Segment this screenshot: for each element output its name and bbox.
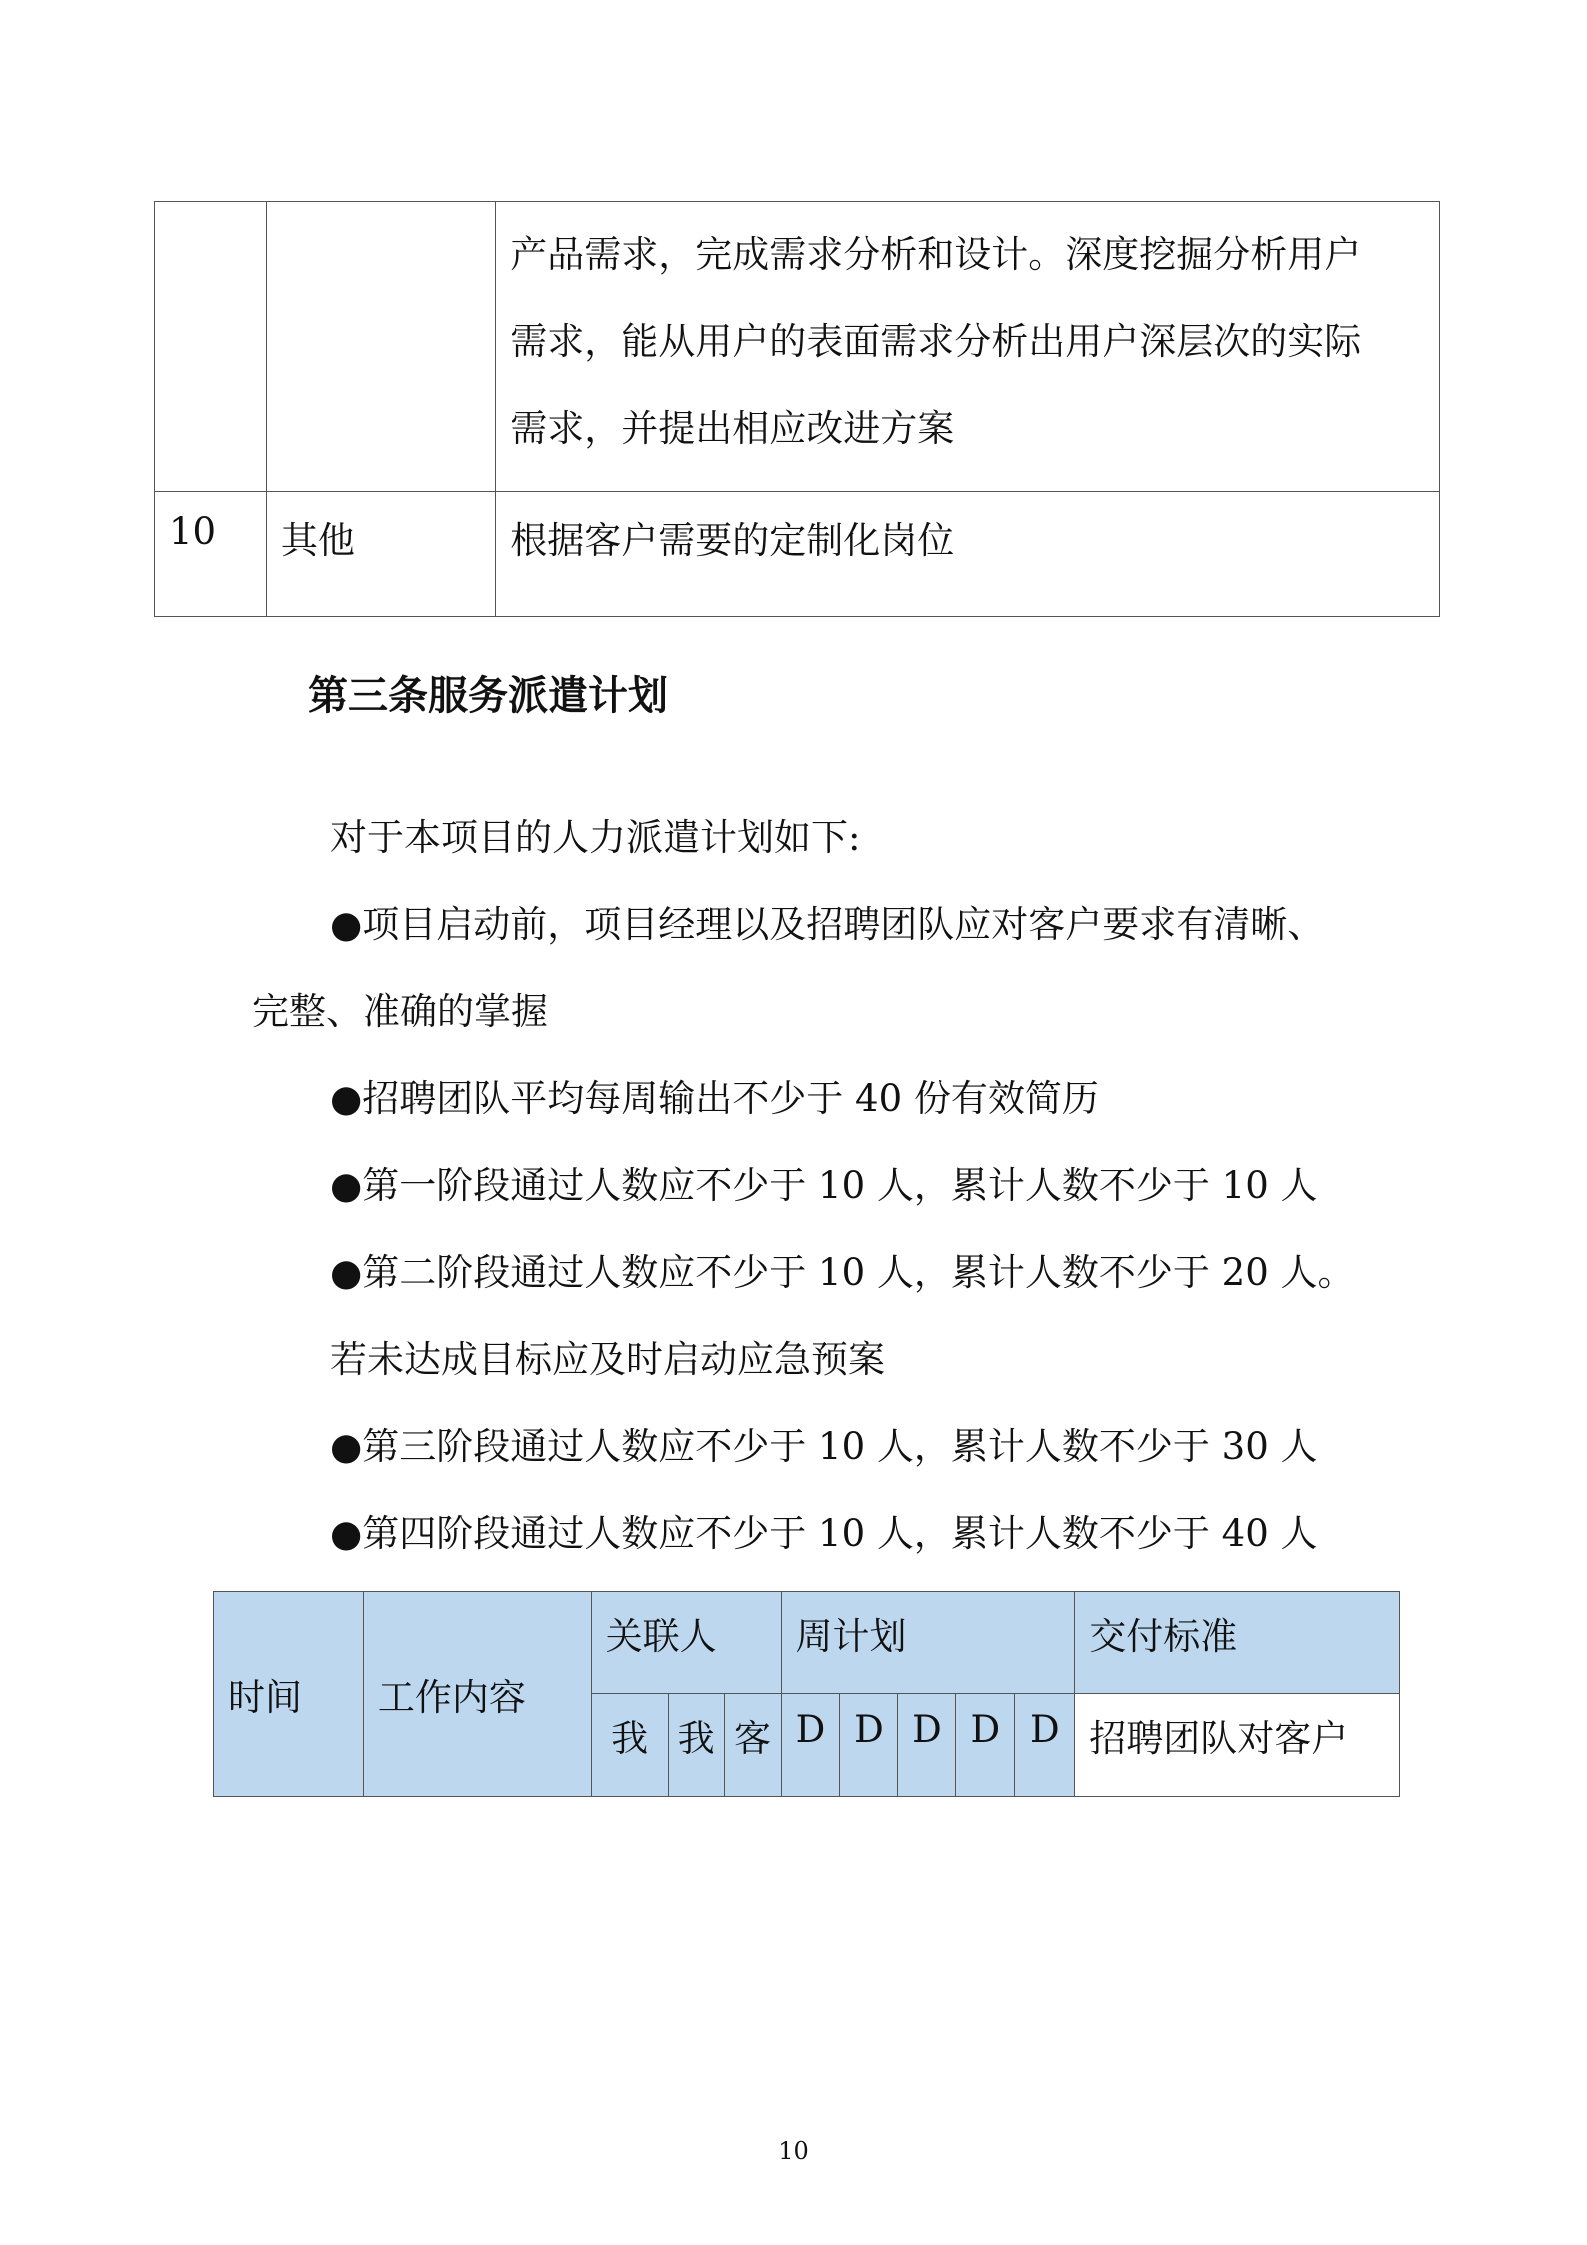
description-line: 需求，并提出相应改进方案 (510, 407, 955, 450)
position-table (154, 201, 1440, 617)
row-number-cell (155, 202, 267, 492)
header-time: 时间 (214, 1592, 364, 1797)
schedule-table (213, 1591, 1400, 1797)
description-line: 需求，能从用户的表面需求分析出用户深层次的实际 (510, 320, 1362, 363)
day-cell: D (840, 1694, 898, 1797)
intro-paragraph: 对于本项目的人力派遣计划如下: (330, 816, 861, 859)
section-heading: 第三条服务派遣计划 (308, 672, 668, 719)
bullet-item-continuation: 若未达成目标应及时启动应急预案 (330, 1338, 885, 1381)
bullet-item: ●第四阶段通过人数应不少于 10 人，累计人数不少于 40 人 (330, 1512, 1318, 1555)
row-number-cell: 10 (155, 492, 267, 617)
header-weekly-plan: 周计划 (781, 1592, 1075, 1694)
bullet-item-continuation: 完整、准确的掌握 (252, 990, 548, 1033)
bullet-item: ●项目启动前，项目经理以及招聘团队应对客户要求有清晰、 (330, 903, 1325, 946)
day-cell: D (781, 1694, 840, 1797)
day-cell: D (956, 1694, 1015, 1797)
position-cell (266, 202, 495, 492)
table-row (155, 202, 1440, 492)
page-number: 10 (778, 2137, 809, 2165)
related-person-cell: 我 (591, 1694, 668, 1797)
position-cell: 其他 (266, 492, 495, 617)
related-person-cell: 我 (668, 1694, 724, 1797)
description-line: 产品需求，完成需求分析和设计。深度挖掘分析用户 (510, 233, 1362, 276)
description-cell: 根据客户需要的定制化岗位 (496, 492, 1440, 617)
day-cell: D (1015, 1694, 1075, 1797)
table-row (155, 492, 1440, 617)
delivery-standard-cell: 招聘团队对客户 (1075, 1694, 1400, 1797)
header-related-person: 关联人 (591, 1592, 781, 1694)
bullet-item: ●招聘团队平均每周输出不少于 40 份有效简历 (330, 1077, 1099, 1120)
bullet-item: ●第一阶段通过人数应不少于 10 人，累计人数不少于 10 人 (330, 1164, 1318, 1207)
table-header-row (214, 1592, 1400, 1694)
related-person-cell: 客 (724, 1694, 781, 1797)
description-cell (496, 202, 1440, 492)
bullet-item: ●第三阶段通过人数应不少于 10 人，累计人数不少于 30 人 (330, 1425, 1318, 1468)
bullet-item: ●第二阶段通过人数应不少于 10 人，累计人数不少于 20 人。 (330, 1251, 1355, 1294)
header-delivery-standard: 交付标准 (1075, 1592, 1400, 1694)
header-work-content: 工作内容 (363, 1592, 591, 1797)
day-cell: D (898, 1694, 956, 1797)
